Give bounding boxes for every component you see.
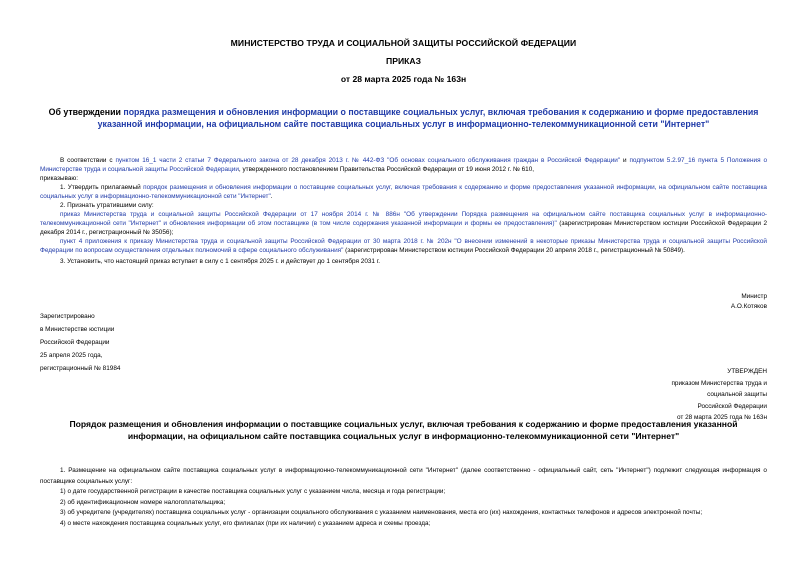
procedure-s2: 2) об идентификационном номере налогоплательщика;	[60, 498, 226, 506]
procedure-title: Порядок размещения и обновления информации о поставщике социальных услуг, включая требования к содержанию и форме предоставления указанной информации, на официальном сайте поставщика социальных услуг в информационно-телекоммуникационной сети "Интернет"	[69, 419, 738, 441]
item-1	[40, 183, 767, 201]
item-2a	[40, 210, 767, 237]
preamble-text-1: В соответствии с	[60, 157, 116, 164]
date-number-heading: от 28 марта 2025 года № 163н	[340, 74, 467, 84]
signature-name: А.О.Котяков	[730, 302, 767, 310]
ministry-heading: МИНИСТЕРСТВО ТРУДА И СОЦИАЛЬНОЙ ЗАЩИТЫ РОССИЙСКОЙ ФЕДЕРАЦИИ	[230, 38, 577, 48]
approved-block	[671, 366, 767, 424]
title-prefix: Об утверждении	[48, 107, 124, 117]
preamble-text-3: , утвержденного постановлением Правительства Российской Федерации от 19 июня 2012 г. № 610,	[238, 166, 535, 173]
signature	[731, 292, 767, 311]
item-2b	[40, 237, 767, 255]
item-3: 3. Установить, что настоящий приказ вступает в силу с 1 сентября 2025 г. и действует до 1 сентября 2031 г.	[60, 258, 381, 265]
registration-line: регистрационный № 81984	[40, 365, 121, 372]
procedure-body	[40, 466, 767, 529]
item-2b-rest: (зарегистрирован Министерством юстиции Российской Федерации 20 апреля 2018 г., регистрационный № 50849).	[343, 247, 685, 254]
law-link[interactable]: пунктом 16_1 части 2 статьи 7 Федерального закона от 28 декабря 2013 г. № 442-ФЗ "Об основах социального обслуживания граждан в Российской Федерации"	[115, 157, 621, 164]
procedure-s3: 3) об учредителе (учредителях) поставщика социальных услуг - организации социального обслуживания с указанием наименования, места его (их) нахождения, контактных телефонов и адресов электронной почты;	[60, 509, 703, 516]
title-link[interactable]: порядка размещения и обновления информации о поставщике социальных услуг, включая требования к содержанию и форме предоставления указанной информации, на официальном сайте поставщика социальных услуг в информационно-телекоммуникационной сети "Интернет"	[97, 107, 759, 129]
registration-line: Российской Федерации	[40, 339, 110, 346]
procedure-link[interactable]: порядок размещения и обновления информации о поставщике социальных услуг, включая требования к содержанию и форме предоставления указанной информации, на официальном сайте поставщика социальных услуг в информационно-телекоммуникационной сети "Интернет"	[40, 184, 767, 200]
approved-line: от 28 марта 2025 года № 163н	[676, 414, 767, 421]
registration-line: в Министерстве юстиции	[40, 326, 115, 333]
registration-line: 25 апреля 2025 года,	[40, 352, 103, 359]
approved-line: УТВЕРЖДЕН	[727, 368, 767, 375]
procedure-p1: 1. Размещение на официальном сайте поставщика социальных услуг в информационно-телекоммуникационной сети "Интернет" (далее соответственно - официальный сайт, сеть "Интернет") подлежит следующая информация о поставщике социальных услуг:	[40, 467, 767, 485]
procedure-s1: 1) о дате государственной регистрации в качестве поставщика социальных услуг с указанием числа, месяца и года регистрации;	[60, 488, 446, 495]
approved-line: Российской Федерации	[697, 402, 767, 410]
approved-line: социальной защиты	[707, 391, 767, 398]
item-1-text: 1. Утвердить прилагаемый	[60, 184, 144, 191]
preamble	[40, 156, 767, 266]
item-1-end: .	[270, 193, 273, 200]
repealed-order-link[interactable]: приказ Министерства труда и социальной защиты Российской Федерации от 17 ноября 2014 г. № 886н "Об утверждении Порядка размещения на официальном сайте поставщика социальных услуг в информационно-телекоммуникационной сети "Интернет" и обновления информации об этом поставщике (в том числе содержания указанной информации и формы ее предоставления)"	[40, 211, 767, 227]
item-2a-rest: (зарегистрирован Министерством юстиции Российской Федерации 2 декабря 2014 г., регистрационный № 35056);	[40, 220, 768, 236]
registration-line: Зарегистрировано	[40, 313, 95, 320]
preamble-text	[40, 156, 767, 174]
regulation-link[interactable]: подпунктом 5.2.97_16 пункта 5 Положения о Министерстве труда и социальной защиты Российской Федерации	[40, 157, 768, 173]
item-2-head: 2. Признать утратившими силу:	[60, 202, 154, 209]
order-title	[40, 106, 767, 130]
orders-word: приказываю:	[40, 175, 78, 182]
repealed-item-link[interactable]: пункт 4 приложения к приказу Министерства труда и социальной защиты Российской Федерации от 30 марта 2018 г. № 202н "О внесении изменений в некоторые приказы Министерства труда и социальной защиты Российской Федерации по вопросам осуществления отдельных полномочий в сфере социального обслуживания"	[40, 238, 767, 254]
doc-type-heading: ПРИКАЗ	[386, 56, 421, 66]
registration-block	[40, 312, 120, 374]
signature-role: Министр	[741, 293, 767, 300]
procedure-s4: 4) о месте нахождения поставщика социальных услуг, его филиалах (при их наличии) с указанием адреса и схемы проезда;	[60, 519, 431, 527]
preamble-text-2: и	[620, 157, 630, 164]
approved-line: приказом Министерства труда и	[671, 379, 767, 387]
